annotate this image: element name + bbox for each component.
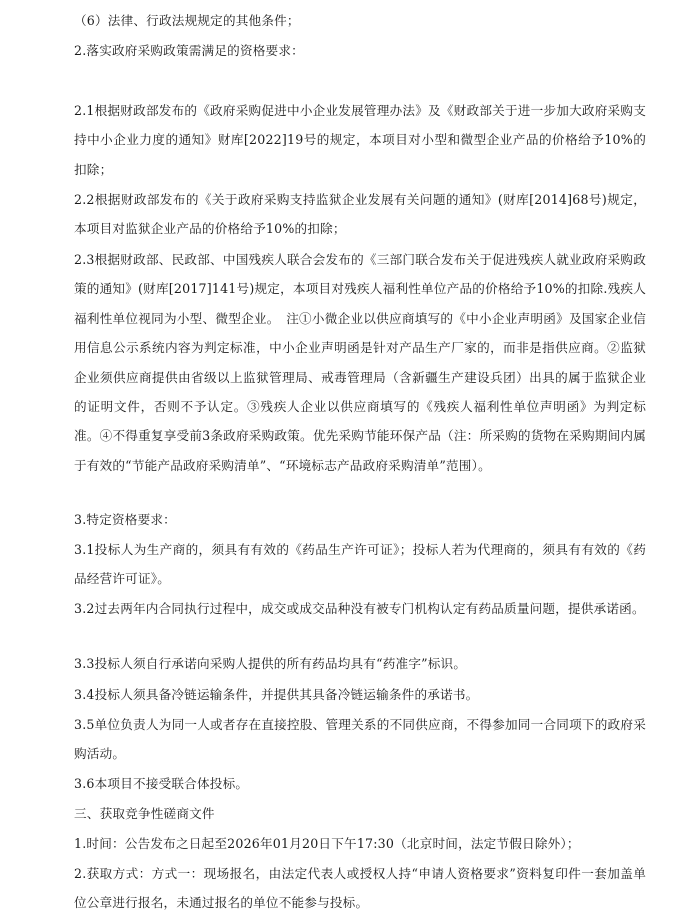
paragraph-special-qualification-heading: 3.特定资格要求：	[74, 512, 176, 527]
paragraph-drug-license: 3.1投标人为生产商的，须具有有效的《药品生产许可证》；投标人若为代理商的，须具有有效的《药品经营许可证》。	[74, 542, 646, 587]
paragraph-related-suppliers: 3.5单位负责人为同一人或者存在直接控股、管理关系的不同供应商，不得参加同一合同项下的政府采购活动。	[74, 717, 646, 762]
section-heading-obtain-documents: 三、获取竞争性磋商文件	[74, 806, 215, 821]
paragraph-prison-enterprise-discount: 2.2根据财政部发布的《关于政府采购支持监狱企业发展有关问题的通知》(财库[2014]68号)规定，本项目对监狱企业产品的价格给予10%的扣除；	[74, 192, 646, 237]
paragraph-cold-chain: 3.4投标人须具备冷链运输条件，并提供其具备冷链运输条件的承诺书。	[74, 687, 479, 702]
paragraph-obtain-method: 2.获取方式：方式一：现场报名，由法定代表人或授权人持“申请人资格要求”资料复印件一套加盖单位公章进行报名，未通过报名的单位不能参与投标。	[74, 866, 646, 911]
paragraph-drug-approval-mark: 3.3投标人须自行承诺向采购人提供的所有药品均具有“药准字”标识。	[74, 656, 467, 671]
paragraph-other-conditions: （6）法律、行政法规规定的其他条件；	[74, 13, 300, 28]
paragraph-policy-requirements-heading: 2.落实政府采购政策需满足的资格要求：	[74, 43, 304, 58]
paragraph-quality-commitment: 3.2过去两年内合同执行过程中，成交或成交品种没有被专门机构认定有药品质量问题，提供承诺函。	[74, 601, 645, 616]
paragraph-no-consortium: 3.6本项目不接受联合体投标。	[74, 776, 249, 791]
paragraph-disabled-welfare-discount: 2.3根据财政部、民政部、中国残疾人联合会发布的《三部门联合发布关于促进残疾人就业政府采购政策的通知》(财库[2017]141号)规定，本项目对残疾人福利性单位产品的价格给予10%的扣除.残疾人福利性单位视同为小型、微型企业。 注①小微企业以供应商填写的《中小企业声明函》及国家企业信用信息公示系统内容为判定标准，中小企业声明函是针对产品生产厂家的，而非是指供应商。②监狱企业须供应商提供由省级以上监狱管理局、戒毒管理局（含新疆生产建设兵团）出具的属于监狱企业的证明文件，否则不予认定。③残疾人企业以供应商填写的《残疾人福利性单位声明函》为判定标准。④不得重复享受前3条政府采购政策。优先采购节能环保产品（注：所采购的货物在采购期间内属于有效的“节能产品政府采购清单”、“环境标志产品政府采购清单”范围）。	[74, 252, 646, 473]
paragraph-sme-discount: 2.1根据财政部发布的《政府采购促进中小企业发展管理办法》及《财政部关于进一步加大政府采购支持中小企业力度的通知》财库[2022]19号的规定，本项目对小型和微型企业产品的价格给予10%的扣除；	[74, 103, 646, 177]
paragraph-obtain-time: 1.时间：公告发布之日起至2026年01月20日下午17:30（北京时间，法定节假日除外）；	[74, 836, 580, 851]
